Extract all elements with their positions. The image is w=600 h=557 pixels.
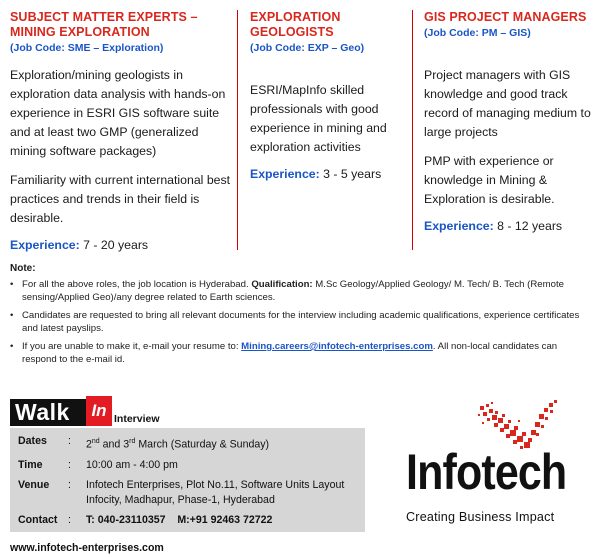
notes-section <box>10 262 592 372</box>
date-day: 2 <box>86 438 92 451</box>
time-row <box>18 458 344 478</box>
dates-row <box>18 434 344 458</box>
job-title: GIS PROJECT MANAGERS <box>424 10 587 24</box>
job-title-line1: SUBJECT MATTER EXPERTS – <box>10 10 198 24</box>
date-suffix: rd <box>129 438 136 445</box>
logo-wordmark: Infotech <box>406 444 567 500</box>
job-column-pm <box>424 10 594 236</box>
note-item-email <box>10 341 592 366</box>
dates-value <box>86 434 344 458</box>
job-experience <box>424 217 594 236</box>
note-list <box>10 279 592 366</box>
contact-mobile: M:+91 92463 72722 <box>177 513 273 526</box>
venue-value <box>86 478 344 513</box>
note-text: Candidates are requested to bring all relevant documents for the interview including academic qualifications, experience certificates and latest payslips. <box>22 310 580 334</box>
venue-row <box>18 478 344 513</box>
contact-label: Contact <box>18 513 58 526</box>
job-description-extra: Familiarity with current international best practices and trends in their field is desirable. <box>10 173 231 225</box>
note-item-documents <box>10 310 592 335</box>
interview-label: Interview <box>114 413 160 425</box>
note-text: . All non-local candidates can respond to the e-mail id. <box>22 341 558 365</box>
venue-line2: Infocity, Madhapur, Phase-1, Hyderabad <box>86 493 275 506</box>
separator: : <box>68 435 71 447</box>
dates-label: Dates <box>18 435 47 447</box>
separator: : <box>68 513 71 526</box>
venue-label: Venue <box>18 478 50 491</box>
experience-label: Experience: <box>10 238 80 252</box>
in-label: In <box>86 396 112 426</box>
experience-value: 8 - 12 years <box>493 219 563 233</box>
contact-phone: T: 040-23110357 <box>86 513 166 526</box>
separator: : <box>68 458 71 471</box>
job-title-line2: MINING EXPLORATION <box>10 25 150 39</box>
column-divider <box>237 10 238 250</box>
walk-label: Walk <box>10 399 90 426</box>
infotech-logo <box>400 400 592 535</box>
note-text: For all the above roles, the job location is Hyderabad. <box>22 279 252 290</box>
job-experience <box>250 165 410 184</box>
experience-value: 3 - 5 years <box>319 167 382 181</box>
note-item-location <box>10 279 592 304</box>
job-code: (Job Code: EXP – Geo) <box>250 42 365 54</box>
job-title: EXPLORATION GEOLOGISTS <box>250 10 341 39</box>
time-value: 10:00 am - 4:00 pm <box>86 458 178 471</box>
contact-value <box>86 513 344 533</box>
details-table <box>18 434 344 533</box>
date-day: and 3 <box>99 438 130 451</box>
bullet: • <box>10 341 14 352</box>
interview-details <box>10 428 365 532</box>
careers-email-link[interactable]: Mining.careers@infotech-enterprises.com <box>241 341 433 352</box>
job-description: Exploration/mining geologists in exploration data analysis with hands-on experience in ESRI GIS software suite and at least two GMP (generalized mining software packages) <box>10 68 226 158</box>
note-title: Note: <box>10 263 36 274</box>
job-code: (Job Code: PM – GIS) <box>424 27 531 39</box>
qualification-label: Qualification: <box>251 279 313 290</box>
venue-line1: Infotech Enterprises, Plot No.11, Software Units Layout <box>86 478 345 491</box>
column-divider <box>412 10 413 250</box>
website-link[interactable]: www.infotech-enterprises.com <box>10 542 164 554</box>
job-description: Project managers with GIS knowledge and good track record of managing medium to large projects <box>424 68 591 139</box>
note-text: If you are unable to make it, e-mail your resume to: <box>22 341 242 352</box>
separator: : <box>68 478 71 491</box>
job-column-exp <box>250 10 410 184</box>
job-column-sme <box>10 10 235 255</box>
logo-tagline: Creating Business Impact <box>406 510 555 524</box>
job-experience <box>10 236 235 255</box>
walkin-banner <box>10 398 365 426</box>
date-suffix: nd <box>91 438 100 445</box>
date-rest: March (Saturday & Sunday) <box>135 438 270 451</box>
note-text: M.Sc Geology/Applied Geology/ M. Tech/ B. Tech (Remote sensing/Applied Geo)/any degree related to Earth sciences. <box>22 279 564 303</box>
job-description-extra: PMP with experience or knowledge in Mining & Exploration is desirable. <box>424 154 555 206</box>
job-code: (Job Code: SME – Exploration) <box>10 42 164 54</box>
experience-label: Experience: <box>424 219 494 233</box>
time-label: Time <box>18 458 43 471</box>
bullet: • <box>10 310 14 321</box>
job-title <box>10 10 235 40</box>
contact-row <box>18 513 344 533</box>
experience-label: Experience: <box>250 167 320 181</box>
bullet: • <box>10 279 14 290</box>
experience-value: 7 - 20 years <box>79 238 149 252</box>
job-description: ESRI/MapInfo skilled professionals with good experience in mining and exploration activities <box>250 83 387 154</box>
